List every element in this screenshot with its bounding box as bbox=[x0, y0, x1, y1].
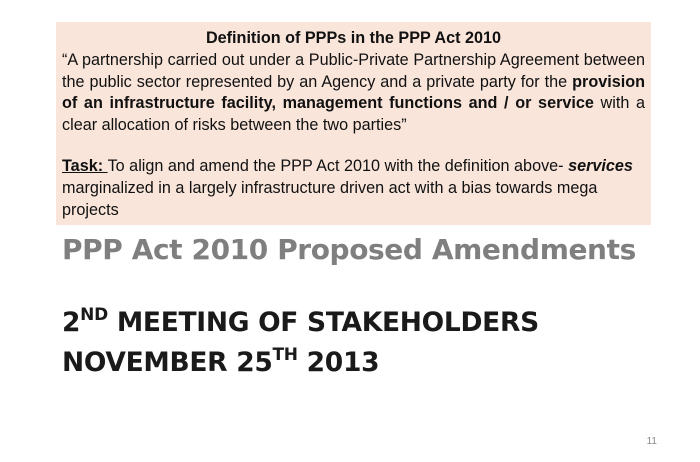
page-number: 11 bbox=[646, 436, 657, 447]
definition-quote-text-2: with a clear allocation of risks between the two parties” bbox=[62, 94, 645, 135]
task-label: Task: bbox=[62, 156, 108, 175]
meeting-line-1 bbox=[62, 303, 539, 343]
definition-quote-emphasis: provision of an infrastructure facility, management functions and / or service bbox=[62, 72, 645, 113]
meeting-year: 2013 bbox=[297, 347, 380, 378]
definition-title: Definition of PPPs in the PPP Act 2010 bbox=[205, 29, 502, 47]
definition-quote-text-1: “A partnership carried out under a Public-Private Partnership Agreement between the public sector represented by an Agency and a private party for the bbox=[62, 50, 645, 91]
slide-heading: PPP Act 2010 Proposed Amendments bbox=[62, 233, 636, 266]
task-paragraph bbox=[62, 156, 645, 221]
definition-quote bbox=[62, 50, 645, 137]
meeting-date-suffix: TH bbox=[272, 345, 298, 365]
meeting-ordinal-suffix: ND bbox=[80, 305, 108, 325]
meeting-line-2 bbox=[62, 343, 539, 383]
task-emphasis: services bbox=[568, 156, 633, 175]
task-text-2: marginalized in a largely infrastructure driven act with a bias towards mega projects bbox=[62, 178, 598, 219]
definition-box bbox=[56, 22, 651, 225]
meeting-title: MEETING OF STAKEHOLDERS bbox=[107, 307, 539, 338]
meeting-ordinal-number: 2 bbox=[62, 307, 81, 338]
meeting-date: NOVEMBER 25 bbox=[62, 347, 273, 378]
task-text-1: To align and amend the PPP Act 2010 with the definition above- bbox=[107, 156, 569, 175]
meeting-info bbox=[62, 303, 539, 383]
